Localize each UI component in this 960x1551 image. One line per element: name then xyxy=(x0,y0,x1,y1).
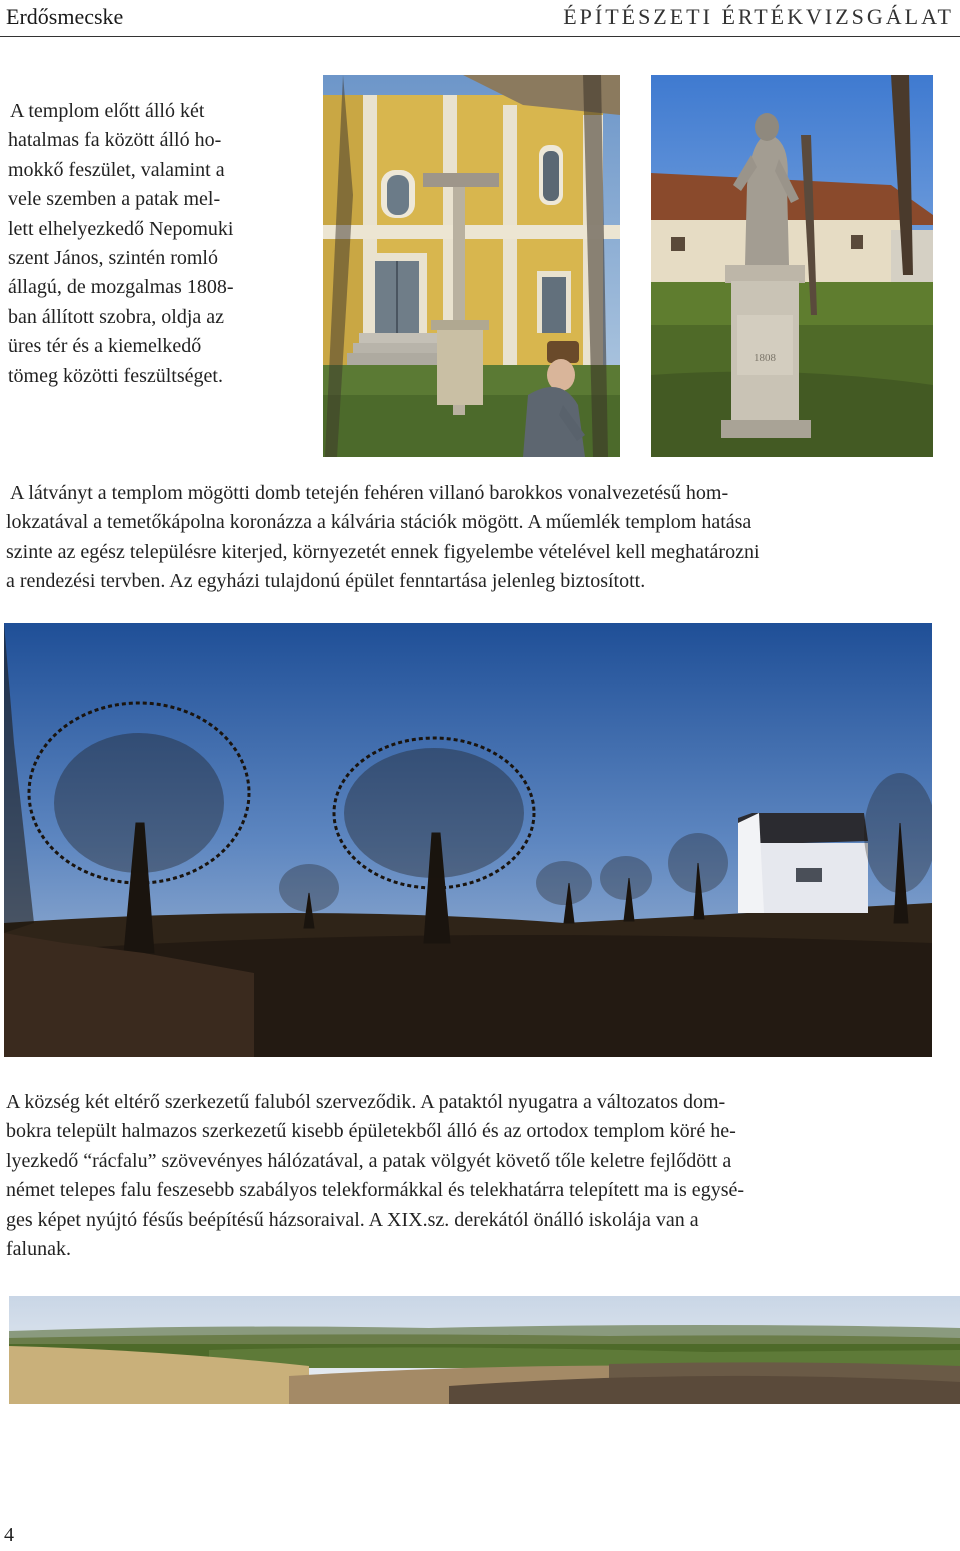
page-header xyxy=(0,0,960,37)
text-line: hatalmas fa között álló ho- xyxy=(8,129,222,152)
text-line: ges képet nyújtó fésűs beépítésű házsoraival. A XIX.sz. derekától önálló iskolája van a xyxy=(6,1208,699,1231)
text-line: lokzatával a temetőkápolna koronázza a kálvária stációk mögött. A műemlék templom hatása xyxy=(6,511,752,534)
text-line: német telepes falu feszesebb szabályos telekformákkal és telekhatárra telepített ma is egysé- xyxy=(6,1179,745,1202)
text-line: lett elhelyezkedő Nepomuki xyxy=(8,217,234,240)
paragraph-village-structure xyxy=(6,1088,956,1264)
photo-village-panorama xyxy=(9,1296,960,1404)
text-line: mokkő feszület, valamint a xyxy=(8,158,225,181)
photo-church-cross xyxy=(323,75,620,457)
photo-nepomuk-statue xyxy=(651,75,933,457)
text-line: A templom előtt álló két xyxy=(10,100,205,122)
text-line: tömeg közötti feszültséget. xyxy=(8,364,223,387)
statue-inscription: 1808 xyxy=(754,352,776,364)
text-line: A község két eltérő szerkezetű faluból szerveződik. A pataktól nyugatra a változatos dom- xyxy=(6,1091,726,1113)
text-line: állagú, de mozgalmas 1808- xyxy=(8,276,234,299)
text-line: vele szemben a patak mel- xyxy=(8,188,221,211)
paragraph-chapel-view xyxy=(6,479,956,597)
text-line: szent János, szintén romló xyxy=(8,247,218,270)
text-line: A látványt a templom mögötti domb tetején fehéren villanó barokkos vonalvezetésű hom- xyxy=(10,482,729,504)
page-number: 4 xyxy=(4,1524,14,1546)
photo-hilltop-chapel xyxy=(4,623,932,1057)
paragraph-cross-and-statue xyxy=(8,97,308,391)
text-line: a rendezési tervben. Az egyházi tulajdonú épület fenntartása jelenleg biztosított. xyxy=(6,570,646,593)
text-line: üres tér és a kiemelkedő xyxy=(8,335,202,358)
text-line: szinte az egész településre kiterjed, környezetét ennek figyelembe vételével kell meghatározni xyxy=(6,540,760,563)
text-line: ban állított szobra, oldja az xyxy=(8,305,225,328)
header-location: Erdősmecske xyxy=(6,4,124,29)
text-line: lyezkedő “rácfalu” szövevényes hálózatával, a patak völgyét követő tőle keletre fejlődött a xyxy=(6,1149,732,1172)
text-line: bokra települt halmazos szerkezetű kisebb épületekből álló és az ortodox templom köré he- xyxy=(6,1120,736,1143)
text-line: falunak. xyxy=(6,1238,71,1261)
header-section-title: ÉPÍTÉSZETI ÉRTÉKVIZSGÁLAT xyxy=(563,4,954,29)
